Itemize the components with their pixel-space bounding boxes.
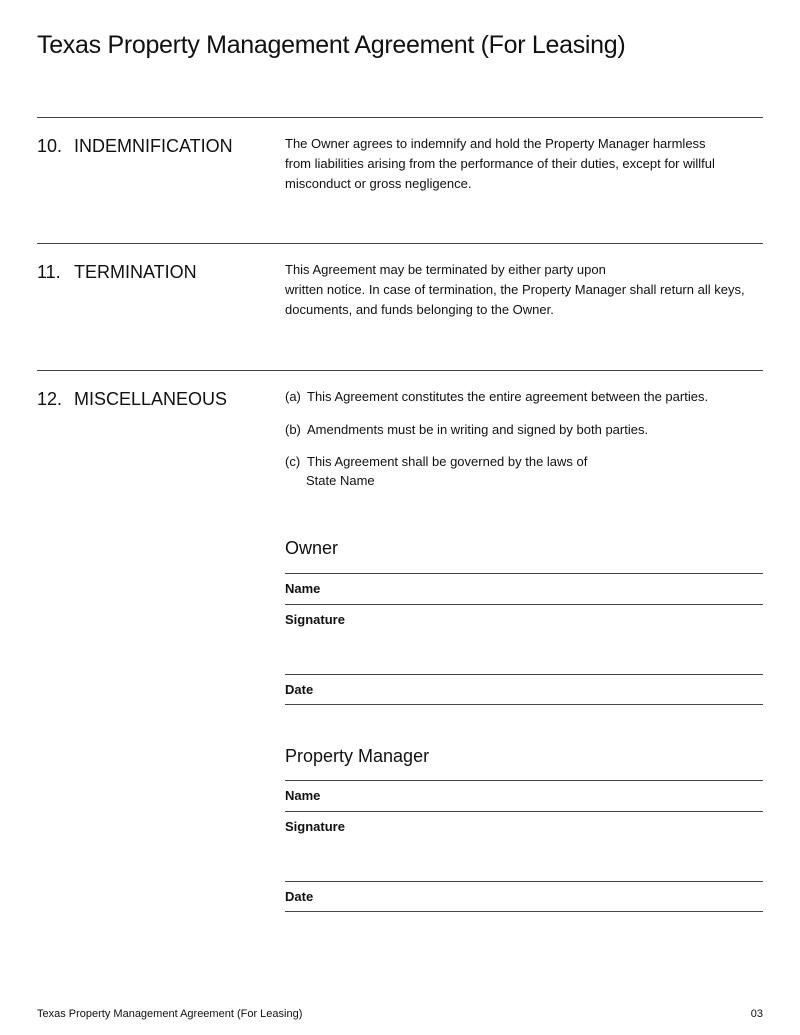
divider (285, 674, 763, 675)
divider (285, 704, 763, 705)
clause-continuation: State Name (306, 473, 375, 488)
section-number: 11. (37, 262, 61, 282)
clause-label: (c) (285, 454, 301, 469)
section-heading-termination (37, 262, 197, 283)
footer-title: Texas Property Management Agreement (For Leasing) (37, 1008, 303, 1020)
divider (285, 911, 763, 912)
text-line: written notice. In case of termination, the Property Manager shall return all keys, (285, 282, 745, 297)
clause-c (285, 452, 587, 490)
section-title: TERMINATION (74, 262, 197, 282)
clause-label: (b) (285, 422, 301, 437)
divider (37, 370, 763, 371)
section-title: MISCELLANEOUS (74, 389, 228, 409)
owner-heading: Owner (285, 538, 339, 558)
divider (285, 604, 763, 605)
section-body-termination (285, 260, 765, 320)
text-line: This Agreement may be terminated by either party upon (285, 262, 606, 277)
clause-b (285, 420, 648, 439)
text-line: The Owner agrees to indemnify and hold the Property Manager harmless (285, 136, 706, 151)
section-number: 12. (37, 389, 63, 409)
text-line: from liabilities arising from the performance of their duties, except for willful (285, 156, 715, 171)
section-title: INDEMNIFICATION (74, 136, 233, 156)
clause-text: Amendments must be in writing and signed by both parties. (307, 422, 649, 437)
divider (285, 573, 763, 574)
divider (37, 117, 763, 118)
divider (285, 811, 763, 812)
page-title: Texas Property Management Agreement (For Leasing) (37, 31, 626, 59)
owner-signature-field[interactable]: Signature (285, 612, 345, 627)
section-heading-indemnification (37, 136, 233, 157)
manager-signature-field[interactable]: Signature (285, 819, 345, 834)
text-line: misconduct or gross negligence. (285, 176, 472, 191)
section-heading-miscellaneous (37, 389, 227, 410)
manager-date-field[interactable]: Date (285, 889, 314, 904)
text-line: documents, and funds belonging to the Owner. (285, 302, 554, 317)
property-manager-heading: Property Manager (285, 746, 430, 766)
clause-text: This Agreement shall be governed by the laws of (307, 454, 588, 469)
manager-name-field[interactable]: Name (285, 788, 321, 803)
section-number: 10. (37, 136, 63, 156)
clause-label: (a) (285, 389, 301, 404)
clause-a (285, 387, 708, 406)
divider (37, 243, 763, 244)
page-number: 03 (750, 1008, 763, 1020)
clause-text: This Agreement constitutes the entire agreement between the parties. (307, 389, 709, 404)
section-body-indemnification (285, 134, 765, 194)
owner-name-field[interactable]: Name (285, 581, 321, 596)
divider (285, 780, 763, 781)
owner-date-field[interactable]: Date (285, 682, 314, 697)
divider (285, 881, 763, 882)
